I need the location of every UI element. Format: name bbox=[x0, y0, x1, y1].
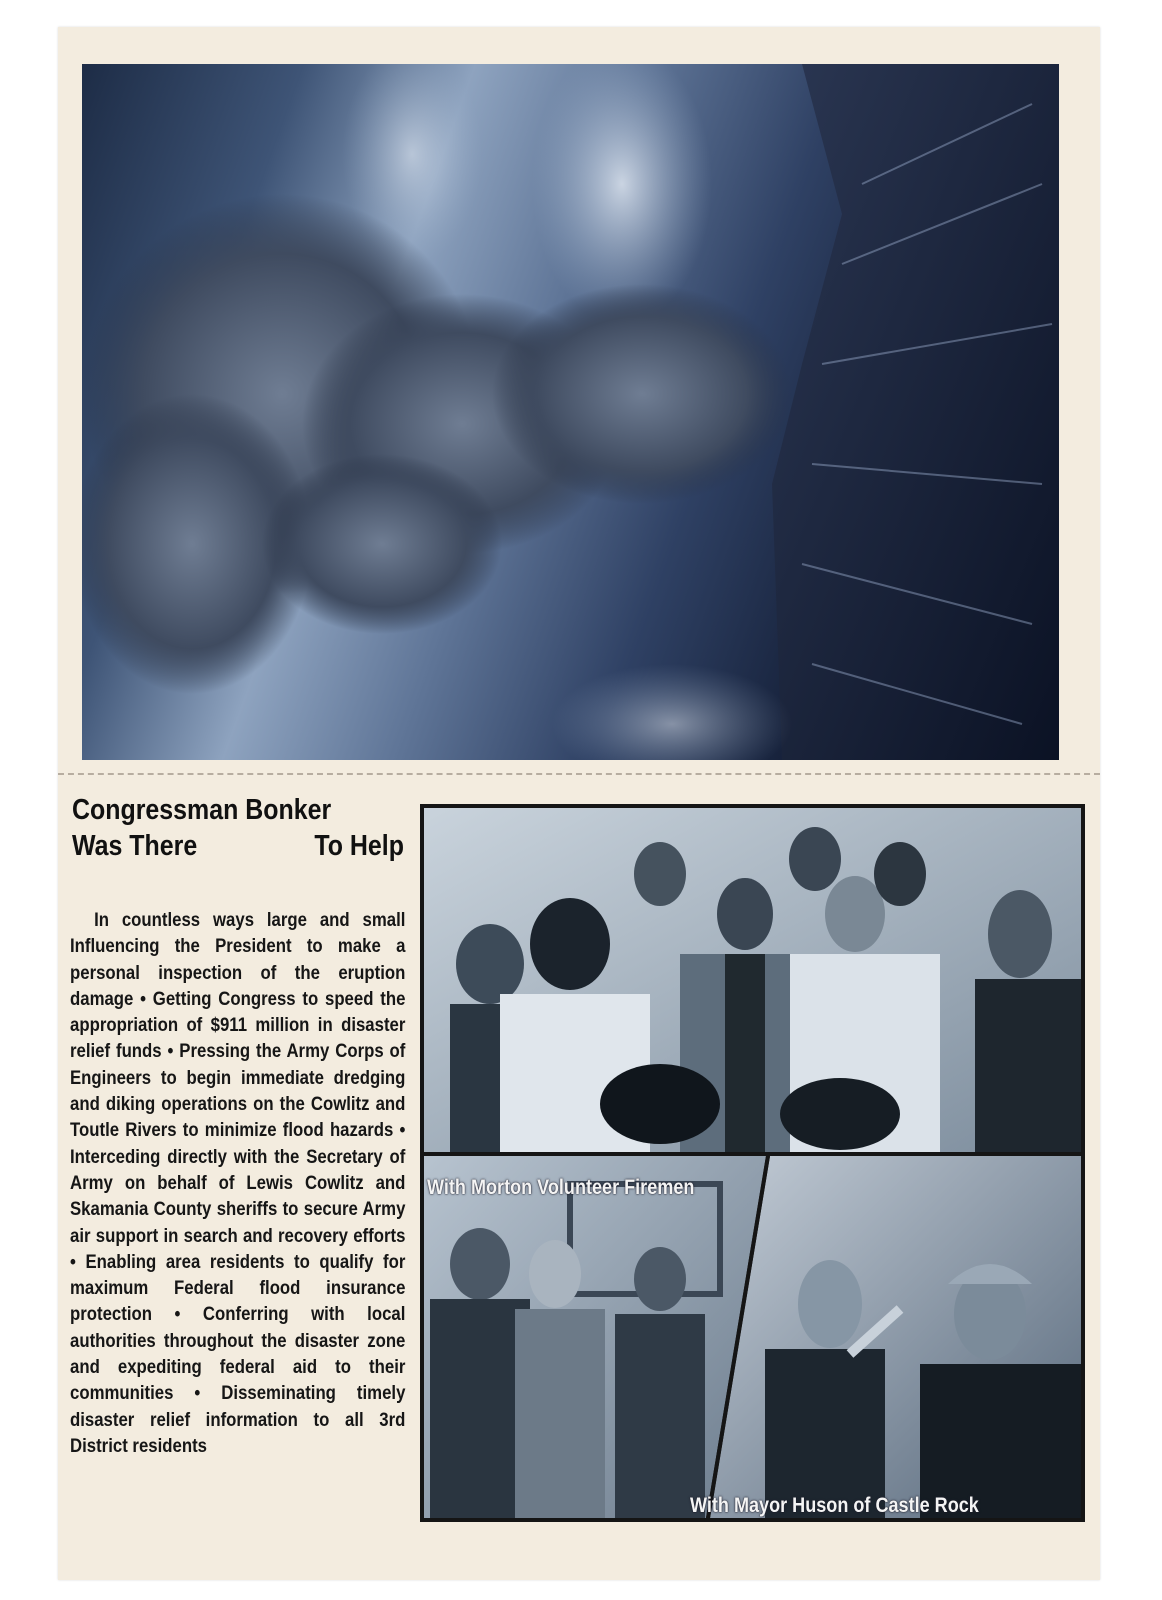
fold-line bbox=[58, 773, 1100, 775]
headline-line-2 bbox=[72, 828, 404, 864]
caption-mayor: With Mayor Huson of Castle Rock bbox=[690, 1494, 979, 1517]
eruption-photo bbox=[82, 64, 1059, 760]
mayor-photo bbox=[710, 1156, 1081, 1518]
brochure-card bbox=[58, 27, 1100, 1580]
caption-firemen: With Morton Volunteer Firemen bbox=[427, 1176, 695, 1199]
president-crowd-photo bbox=[424, 808, 1081, 1154]
headline-line-1: Congressman Bonker bbox=[72, 794, 332, 826]
photo-collage bbox=[420, 804, 1085, 1522]
firemen-photo bbox=[424, 1156, 766, 1518]
headline-line-2-left: Was There bbox=[72, 830, 198, 862]
headline-line-2-right: To Help bbox=[314, 830, 404, 862]
headline bbox=[72, 792, 404, 864]
body-text: In countless ways large and small Influencing the President to make a personal inspection of the eruption damage • Getting Congress to speed the appropriation of $911 million in disaster relief funds • Pressing the Army Corps of Engineers to begin immediate dredging and diking operations on the Cowlitz and Toutle Rivers to minimize flood hazards • Interceding directly with the Secretary of Army on behalf of Lewis Cowlitz and Skamania County sheriffs to secure Army air support in search and recovery efforts • Enabling area residents to qualify for maximum Federal flood insurance protection • Conferring with local authorities throughout the disaster zone and expediting federal aid to their communities • Disseminating timely disaster relief information to all 3rd District residents bbox=[70, 909, 406, 1457]
